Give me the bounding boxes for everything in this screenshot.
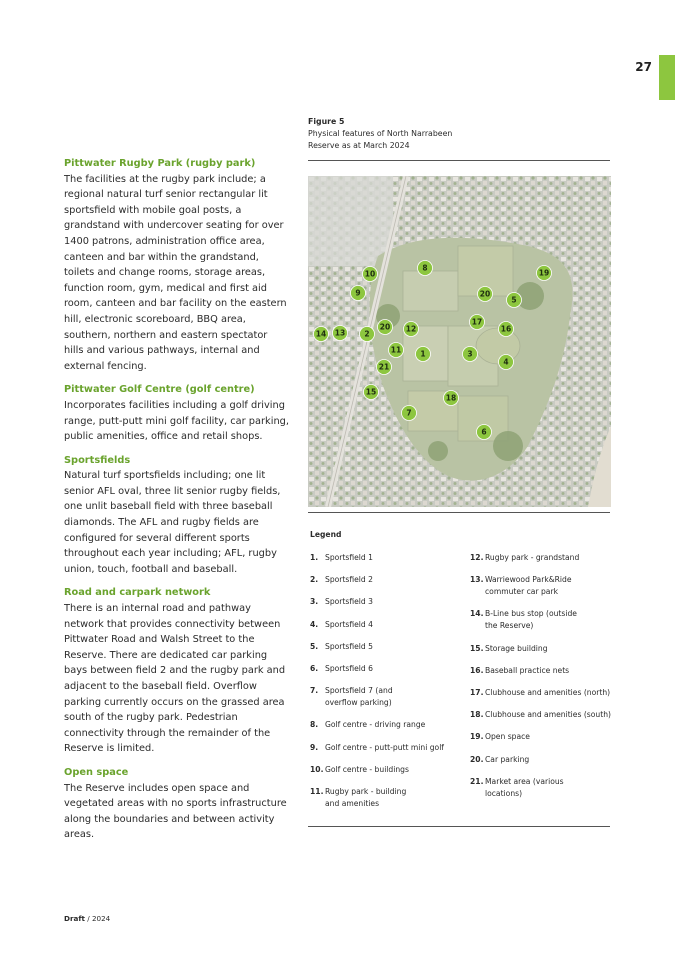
map-marker-21 (377, 360, 392, 375)
legend-item (470, 574, 620, 598)
legend-label: Rugby park - building and amenities (325, 786, 407, 808)
map-marker-13 (333, 326, 348, 341)
svg-text:6: 6 (481, 427, 487, 437)
legend-item (310, 552, 460, 564)
map-marker-18 (444, 391, 459, 406)
legend-number: 13. (470, 575, 484, 585)
legend-item (470, 754, 620, 766)
legend-number: 9. (310, 742, 319, 752)
svg-text:14: 14 (315, 329, 327, 339)
svg-text:2: 2 (364, 329, 370, 339)
section-heading: Pittwater Golf Centre (golf centre) (64, 384, 255, 396)
legend-bottom-rule (308, 826, 610, 827)
legend-item (310, 786, 460, 810)
map-marker-2 (360, 327, 375, 342)
legend-item (310, 596, 460, 608)
map-marker-14 (314, 327, 329, 342)
section-heading: Sportsfields (64, 454, 131, 466)
svg-text:8: 8 (422, 263, 428, 273)
svg-text:20: 20 (479, 289, 491, 299)
legend-label: Clubhouse and amenities (south) (485, 710, 611, 720)
map-bottom-rule (308, 512, 610, 513)
footer-year: / 2024 (87, 914, 111, 923)
legend-label: Golf centre - putt-putt mini golf (325, 742, 444, 752)
legend-number: 1. (310, 553, 319, 562)
svg-text:4: 4 (503, 357, 509, 367)
legend-item (310, 764, 460, 776)
legend-label: Car parking (485, 754, 530, 764)
map-marker-4 (499, 355, 514, 370)
figure-label: Figure 5 (308, 117, 345, 126)
legend-item (470, 709, 620, 721)
legend-number: 10. (310, 764, 324, 774)
legend-item (470, 665, 620, 677)
legend-label: B-Line bus stop (outside the Reserve) (485, 609, 577, 631)
svg-text:9: 9 (355, 288, 361, 298)
legend-label: Storage building (485, 643, 548, 653)
legend-number: 4. (310, 619, 319, 629)
svg-text:7: 7 (406, 408, 412, 418)
map-marker-6 (477, 425, 492, 440)
legend-number: 3. (310, 597, 319, 607)
map-marker-7 (402, 406, 417, 421)
map-marker-17 (470, 315, 485, 330)
aerial-map (308, 176, 611, 507)
svg-text:3: 3 (467, 349, 473, 359)
legend-item (470, 731, 620, 743)
legend-item (310, 641, 460, 653)
section-sportsfields (64, 453, 289, 578)
legend-label: Golf centre - buildings (325, 764, 409, 774)
svg-text:17: 17 (471, 317, 483, 327)
map-marker-3 (463, 347, 478, 362)
legend-label: Sportsfield 4 (325, 619, 373, 629)
legend-number: 2. (310, 575, 319, 585)
svg-text:10: 10 (364, 269, 376, 279)
legend-item (470, 552, 620, 564)
section-body: Natural turf sportsfields including; one lit senior AFL oval, three lit senior rugby fields, one unlit baseball field with three baseball diamonds. The AFL and rugby fields are configured for several different sports throughout each year including; AFL, rugby union, touch, football and baseball. (64, 470, 281, 575)
svg-text:11: 11 (390, 345, 402, 355)
figure-caption (308, 116, 608, 152)
svg-text:13: 13 (334, 328, 346, 338)
figure-caption-text: Physical features of North Narrabeen Reserve as at March 2024 (308, 129, 453, 150)
legend-label: Sportsfield 3 (325, 597, 373, 607)
legend-label: Sportsfield 7 (and overflow parking) (325, 686, 393, 708)
legend-number: 8. (310, 720, 319, 730)
svg-text:16: 16 (500, 324, 512, 334)
legend-column-right (470, 552, 620, 810)
legend-number: 16. (470, 665, 484, 675)
page-tab-marker (659, 55, 675, 100)
legend-item (310, 663, 460, 675)
map-marker-12 (404, 322, 419, 337)
legend-label: Open space (485, 732, 530, 742)
map-marker-11 (389, 343, 404, 358)
legend-label: Market area (various locations) (485, 776, 564, 798)
legend-label: Sportsfield 5 (325, 641, 373, 651)
svg-text:1: 1 (420, 349, 426, 359)
map-marker-10 (363, 267, 378, 282)
legend-label: Clubhouse and amenities (north) (485, 687, 611, 697)
svg-text:5: 5 (511, 295, 517, 305)
svg-text:20: 20 (379, 322, 391, 332)
section-body: There is an internal road and pathway network that provides connectivity between Pittwater Road and Walsh Street to the Reserve. There are dedicated car parking bays between field 2 and the rugby park and adjacent to the baseball field. Overflow parking currently occurs on the grassed area south of the rugby park. Pedestrian connectivity through the remainder of the Reserve is limited. (64, 603, 286, 755)
legend-title: Legend (310, 530, 342, 539)
body-text-column (64, 156, 289, 851)
svg-text:15: 15 (365, 387, 377, 397)
svg-text:21: 21 (378, 362, 390, 372)
legend-item (310, 719, 460, 731)
map-marker-20 (378, 320, 393, 335)
svg-text:12: 12 (405, 324, 417, 334)
section-road-carpark (64, 585, 289, 757)
map-marker-16 (499, 322, 514, 337)
legend-item (470, 687, 620, 699)
legend-item (470, 608, 620, 632)
legend-number: 19. (470, 732, 484, 742)
legend-number: 6. (310, 663, 319, 673)
legend-number: 18. (470, 710, 484, 720)
legend-item (310, 685, 460, 709)
legend-item (310, 574, 460, 586)
section-open-space (64, 765, 289, 843)
section-heading: Open space (64, 766, 129, 778)
map-marker-20 (478, 287, 493, 302)
legend-label: Rugby park - grandstand (485, 553, 580, 562)
section-rugby-park (64, 156, 289, 374)
section-body: The facilities at the rugby park include; a regional natural turf senior rectangular lit sportsfield with mobile goal posts, a grandstand with undercover seating for over 1400 patrons, administration office area, canteen and bar within the grandstand, toilets and change rooms, storage areas, function room, gym, medical and first aid room, canteen and bar facility on the eastern hill, electronic scoreboard, BBQ area, southern, northern and eastern spectator hills and various pathways, internal and external fencing. (64, 173, 287, 372)
legend-label: Warriewood Park&Ride commuter car park (485, 575, 572, 597)
legend-number: 15. (470, 643, 484, 653)
legend-item (470, 643, 620, 655)
footer (64, 914, 110, 923)
legend-number: 14. (470, 609, 484, 619)
legend-label: Golf centre - driving range (325, 720, 426, 730)
section-golf-centre (64, 382, 289, 444)
figure-top-rule (308, 160, 610, 161)
map-marker-1 (416, 347, 431, 362)
section-heading: Pittwater Rugby Park (rugby park) (64, 158, 256, 169)
legend-number: 11. (310, 786, 324, 796)
legend-number: 21. (470, 776, 484, 786)
legend-label: Sportsfield 6 (325, 663, 373, 673)
footer-draft: Draft (64, 914, 85, 923)
map-marker-19 (537, 266, 552, 281)
legend-item (310, 742, 460, 754)
section-body: The Reserve includes open space and vegetated areas with no sports infrastructure along the boundaries and between activity areas. (64, 782, 287, 841)
legend-item (470, 776, 620, 800)
legend-number: 17. (470, 687, 484, 697)
section-body: Incorporates facilities including a golf driving range, putt-putt mini golf facility, car parking, public amenities, office and retail shops. (64, 399, 289, 443)
svg-text:18: 18 (445, 393, 457, 403)
map-marker-15 (364, 385, 379, 400)
map-marker-5 (507, 293, 522, 308)
section-heading: Road and carpark network (64, 587, 211, 599)
legend-number: 20. (470, 754, 484, 764)
legend-column-left (310, 552, 460, 820)
legend-label: Sportsfield 2 (325, 575, 373, 585)
legend-number: 12. (470, 553, 484, 562)
legend-label: Baseball practice nets (485, 665, 570, 675)
legend-number: 7. (310, 686, 319, 696)
svg-text:19: 19 (538, 268, 550, 278)
map-marker-8 (418, 261, 433, 276)
map-marker-9 (351, 286, 366, 301)
page-number: 27 (635, 60, 652, 74)
legend-number: 5. (310, 641, 319, 651)
legend-item (310, 619, 460, 631)
legend-label: Sportsfield 1 (325, 553, 373, 562)
